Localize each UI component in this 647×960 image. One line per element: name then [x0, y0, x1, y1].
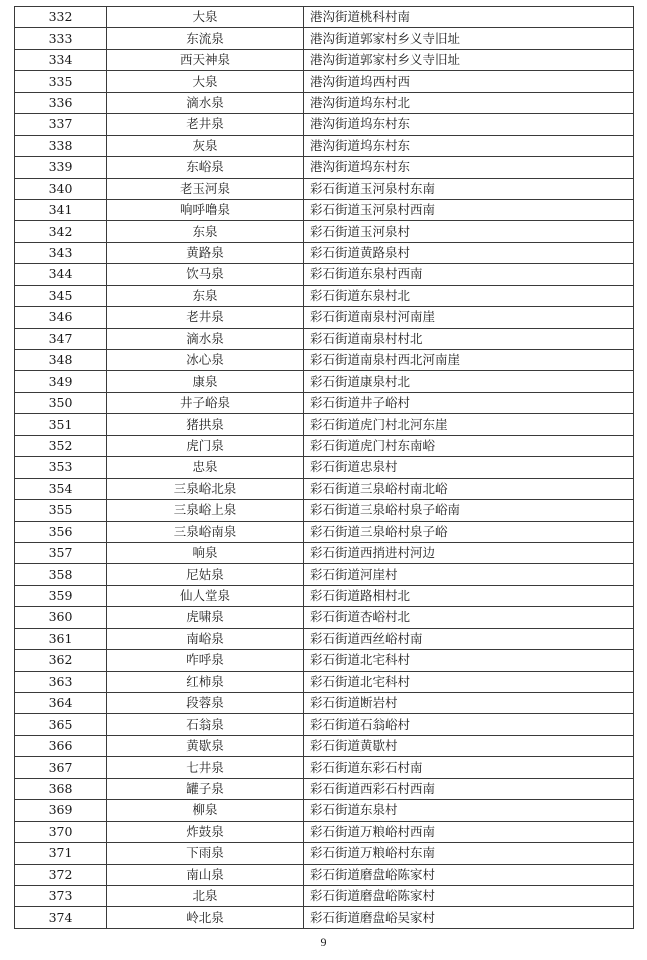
spring-name-cell: 咋呼泉: [107, 650, 304, 671]
table-row: [15, 778, 634, 799]
row-number-cell: 365: [15, 714, 107, 735]
row-number-cell: 366: [15, 735, 107, 756]
row-number-cell: 349: [15, 371, 107, 392]
location-cell: 港沟街道坞东村东: [304, 135, 634, 156]
location-cell: 彩石街道三泉峪村泉子峪南: [304, 500, 634, 521]
table-row: [15, 92, 634, 113]
location-cell: 彩石街道万粮峪村西南: [304, 821, 634, 842]
row-number-cell: 339: [15, 157, 107, 178]
row-number-cell: 333: [15, 28, 107, 49]
table-row: [15, 585, 634, 606]
location-cell: 彩石街道西捎进村河边: [304, 542, 634, 563]
table-row: [15, 628, 634, 649]
table-row: [15, 435, 634, 456]
table-row: [15, 392, 634, 413]
location-cell: 彩石街道磨盘峪陈家村: [304, 864, 634, 885]
table-row: [15, 178, 634, 199]
spring-name-cell: 七井泉: [107, 757, 304, 778]
spring-name-cell: 炸鼓泉: [107, 821, 304, 842]
location-cell: 彩石街道北宅科村: [304, 650, 634, 671]
spring-name-cell: 响泉: [107, 542, 304, 563]
spring-name-cell: 东泉: [107, 285, 304, 306]
spring-name-cell: 仙人堂泉: [107, 585, 304, 606]
row-number-cell: 352: [15, 435, 107, 456]
table-row: [15, 242, 634, 263]
spring-name-cell: 石翁泉: [107, 714, 304, 735]
row-number-cell: 357: [15, 542, 107, 563]
table-row: [15, 564, 634, 585]
spring-name-cell: 滴水泉: [107, 328, 304, 349]
row-number-cell: 337: [15, 114, 107, 135]
table-row: [15, 542, 634, 563]
row-number-cell: 358: [15, 564, 107, 585]
location-cell: 彩石街道井子峪村: [304, 392, 634, 413]
location-cell: 彩石街道路相村北: [304, 585, 634, 606]
location-cell: 彩石街道东泉村: [304, 800, 634, 821]
spring-name-cell: 岭北泉: [107, 907, 304, 928]
table-row: [15, 800, 634, 821]
location-cell: 港沟街道郭家村乡义寺旧址: [304, 28, 634, 49]
location-cell: 彩石街道西丝峪村南: [304, 628, 634, 649]
spring-name-cell: 大泉: [107, 71, 304, 92]
spring-name-cell: 尼姑泉: [107, 564, 304, 585]
table-row: [15, 500, 634, 521]
location-cell: 彩石街道玉河泉村东南: [304, 178, 634, 199]
table-row: [15, 371, 634, 392]
spring-name-cell: 西天神泉: [107, 49, 304, 70]
spring-name-cell: 下雨泉: [107, 843, 304, 864]
table-row: [15, 135, 634, 156]
location-cell: 彩石街道南泉村西北河南崖: [304, 350, 634, 371]
table-row: [15, 864, 634, 885]
table-row: [15, 7, 634, 28]
row-number-cell: 340: [15, 178, 107, 199]
spring-name-cell: 响呼噜泉: [107, 199, 304, 220]
location-cell: 港沟街道坞东村北: [304, 92, 634, 113]
location-cell: 彩石街道虎门村北河东崖: [304, 414, 634, 435]
table-row: [15, 757, 634, 778]
table-row: [15, 714, 634, 735]
spring-name-cell: 东峪泉: [107, 157, 304, 178]
row-number-cell: 353: [15, 457, 107, 478]
row-number-cell: 361: [15, 628, 107, 649]
location-cell: 彩石街道黄路泉村: [304, 242, 634, 263]
location-cell: 彩石街道东泉村北: [304, 285, 634, 306]
table-row: [15, 264, 634, 285]
row-number-cell: 359: [15, 585, 107, 606]
table-row: [15, 693, 634, 714]
location-cell: 彩石街道河崖村: [304, 564, 634, 585]
row-number-cell: 332: [15, 7, 107, 28]
table-body: [15, 7, 634, 929]
location-cell: 港沟街道郭家村乡义寺旧址: [304, 49, 634, 70]
row-number-cell: 354: [15, 478, 107, 499]
spring-name-cell: 黄路泉: [107, 242, 304, 263]
table-row: [15, 328, 634, 349]
table-row: [15, 885, 634, 906]
row-number-cell: 344: [15, 264, 107, 285]
table-row: [15, 285, 634, 306]
row-number-cell: 373: [15, 885, 107, 906]
table-row: [15, 478, 634, 499]
row-number-cell: 368: [15, 778, 107, 799]
spring-name-cell: 井子峪泉: [107, 392, 304, 413]
row-number-cell: 371: [15, 843, 107, 864]
spring-name-cell: 康泉: [107, 371, 304, 392]
spring-name-cell: 饮马泉: [107, 264, 304, 285]
location-cell: 彩石街道三泉峪村泉子峪: [304, 521, 634, 542]
table-row: [15, 350, 634, 371]
location-cell: 彩石街道断岩村: [304, 693, 634, 714]
table-row: [15, 671, 634, 692]
table-row: [15, 157, 634, 178]
location-cell: 彩石街道黄歇村: [304, 735, 634, 756]
location-cell: 彩石街道东彩石村南: [304, 757, 634, 778]
table-row: [15, 821, 634, 842]
table-row: [15, 457, 634, 478]
location-cell: 彩石街道玉河泉村: [304, 221, 634, 242]
table-row: [15, 907, 634, 928]
spring-name-cell: 南峪泉: [107, 628, 304, 649]
location-cell: 彩石街道南泉村河南崖: [304, 307, 634, 328]
spring-name-cell: 黄歇泉: [107, 735, 304, 756]
location-cell: 彩石街道磨盘峪陈家村: [304, 885, 634, 906]
spring-name-cell: 忠泉: [107, 457, 304, 478]
table-row: [15, 49, 634, 70]
row-number-cell: 370: [15, 821, 107, 842]
springs-table: [14, 6, 634, 929]
table-row: [15, 607, 634, 628]
spring-name-cell: 猪拱泉: [107, 414, 304, 435]
table-row: [15, 221, 634, 242]
table-row: [15, 199, 634, 220]
row-number-cell: 335: [15, 71, 107, 92]
row-number-cell: 374: [15, 907, 107, 928]
spring-name-cell: 大泉: [107, 7, 304, 28]
row-number-cell: 336: [15, 92, 107, 113]
spring-name-cell: 东流泉: [107, 28, 304, 49]
row-number-cell: 341: [15, 199, 107, 220]
row-number-cell: 348: [15, 350, 107, 371]
spring-name-cell: 罐子泉: [107, 778, 304, 799]
table-row: [15, 28, 634, 49]
row-number-cell: 334: [15, 49, 107, 70]
spring-name-cell: 南山泉: [107, 864, 304, 885]
location-cell: 彩石街道北宅科村: [304, 671, 634, 692]
row-number-cell: 350: [15, 392, 107, 413]
location-cell: 彩石街道石翁峪村: [304, 714, 634, 735]
table-row: [15, 114, 634, 135]
spring-name-cell: 三泉峪南泉: [107, 521, 304, 542]
row-number-cell: 360: [15, 607, 107, 628]
page-number: 9: [320, 935, 327, 949]
table-row: [15, 735, 634, 756]
row-number-cell: 364: [15, 693, 107, 714]
table-row: [15, 71, 634, 92]
row-number-cell: 355: [15, 500, 107, 521]
row-number-cell: 343: [15, 242, 107, 263]
row-number-cell: 356: [15, 521, 107, 542]
table-row: [15, 307, 634, 328]
spring-name-cell: 红柿泉: [107, 671, 304, 692]
location-cell: 港沟街道桃科村南: [304, 7, 634, 28]
spring-name-cell: 三泉峪北泉: [107, 478, 304, 499]
location-cell: 彩石街道东泉村西南: [304, 264, 634, 285]
spring-name-cell: 北泉: [107, 885, 304, 906]
row-number-cell: 346: [15, 307, 107, 328]
spring-name-cell: 老井泉: [107, 307, 304, 328]
row-number-cell: 342: [15, 221, 107, 242]
table-row: [15, 843, 634, 864]
location-cell: 彩石街道虎门村东南峪: [304, 435, 634, 456]
location-cell: 彩石街道南泉村村北: [304, 328, 634, 349]
spring-name-cell: 三泉峪上泉: [107, 500, 304, 521]
location-cell: 彩石街道西彩石村西南: [304, 778, 634, 799]
spring-name-cell: 老玉河泉: [107, 178, 304, 199]
spring-name-cell: 滴水泉: [107, 92, 304, 113]
spring-name-cell: 虎门泉: [107, 435, 304, 456]
spring-name-cell: 虎啸泉: [107, 607, 304, 628]
row-number-cell: 372: [15, 864, 107, 885]
spring-name-cell: 灰泉: [107, 135, 304, 156]
table-row: [15, 414, 634, 435]
row-number-cell: 367: [15, 757, 107, 778]
location-cell: 彩石街道万粮峪村东南: [304, 843, 634, 864]
location-cell: 彩石街道三泉峪村南北峪: [304, 478, 634, 499]
spring-name-cell: 东泉: [107, 221, 304, 242]
location-cell: 彩石街道磨盘峪吴家村: [304, 907, 634, 928]
location-cell: 港沟街道坞西村西: [304, 71, 634, 92]
spring-name-cell: 老井泉: [107, 114, 304, 135]
location-cell: 港沟街道坞东村东: [304, 114, 634, 135]
spring-name-cell: 段蓉泉: [107, 693, 304, 714]
spring-name-cell: 柳泉: [107, 800, 304, 821]
row-number-cell: 338: [15, 135, 107, 156]
row-number-cell: 363: [15, 671, 107, 692]
spring-name-cell: 冰心泉: [107, 350, 304, 371]
location-cell: 彩石街道玉河泉村西南: [304, 199, 634, 220]
table-row: [15, 521, 634, 542]
location-cell: 彩石街道忠泉村: [304, 457, 634, 478]
row-number-cell: 351: [15, 414, 107, 435]
row-number-cell: 362: [15, 650, 107, 671]
row-number-cell: 345: [15, 285, 107, 306]
row-number-cell: 347: [15, 328, 107, 349]
table-row: [15, 650, 634, 671]
location-cell: 彩石街道杏峪村北: [304, 607, 634, 628]
location-cell: 港沟街道坞东村东: [304, 157, 634, 178]
row-number-cell: 369: [15, 800, 107, 821]
location-cell: 彩石街道康泉村北: [304, 371, 634, 392]
